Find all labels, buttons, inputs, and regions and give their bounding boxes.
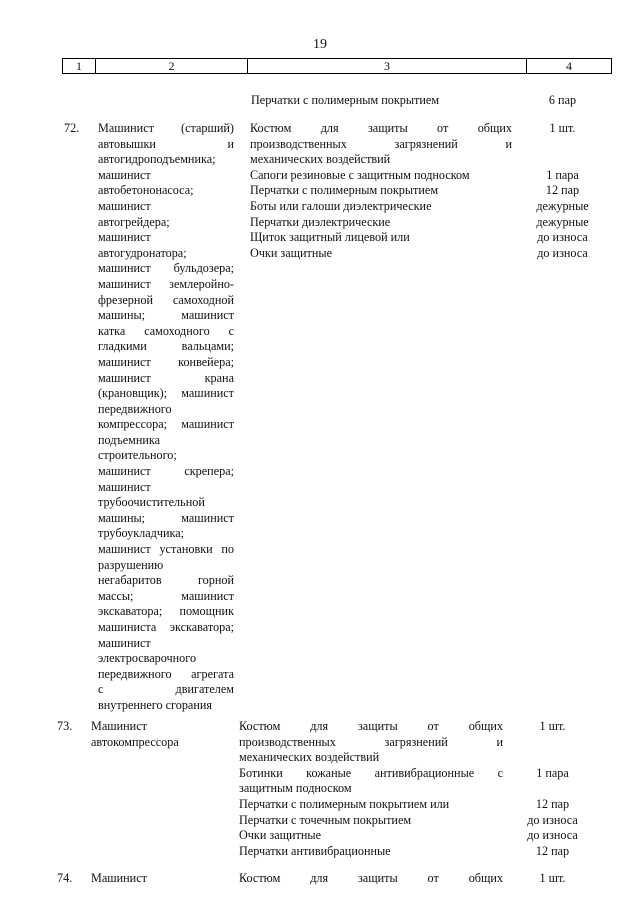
qty-line: дежурные	[536, 214, 589, 229]
entry-74-items	[239, 871, 503, 887]
profession-line: (крановщик); машинист	[98, 386, 234, 401]
entry-73-profession	[91, 719, 231, 750]
qty-line: 1 шт.	[539, 719, 566, 733]
profession-line: машинист крана	[98, 370, 234, 385]
profession-line: автогудронатора;	[98, 245, 187, 260]
qty-line: 12 пар	[535, 843, 570, 858]
qty-line: дежурные	[536, 198, 589, 213]
profession-line: Машинист	[91, 719, 147, 733]
profession-line: машинист	[98, 230, 151, 245]
item-line: Очки защитные	[239, 828, 321, 843]
item-line: Перчатки диэлектрические	[250, 214, 391, 229]
entry-74-qty	[515, 871, 590, 887]
profession-line: машинист	[98, 635, 151, 650]
profession-line: массы; машинист	[98, 588, 234, 603]
item-line: Перчатки с точечным покрытием	[239, 812, 412, 827]
qty-line: 12 пар	[535, 796, 570, 811]
continuation-item: Перчатки с полимерным покрытием	[251, 93, 440, 107]
profession-line: автокомпрессора	[91, 734, 179, 749]
profession-line: с двигателем	[98, 682, 234, 697]
item-line: Очки защитные	[250, 245, 332, 260]
item-line: Перчатки с полимерным покрытием	[250, 183, 439, 198]
profession-line: машинист	[98, 167, 151, 182]
entry-72-profession	[98, 121, 234, 714]
profession-line: экскаватора; помощник	[98, 604, 234, 619]
profession-line: автогидроподъемника;	[98, 152, 216, 167]
item-line: механических воздействий	[239, 750, 380, 765]
header-col-3: 3	[248, 59, 527, 73]
header-col-2: 2	[96, 59, 248, 73]
item-line: Сапоги резиновые с защитным подноском	[250, 167, 470, 182]
profession-line: машины; машинист	[98, 510, 234, 525]
qty-line: 1 шт.	[549, 121, 576, 135]
profession-line: внутреннего сгорания	[98, 697, 212, 712]
profession-line: машинист скрепера;	[98, 464, 234, 479]
profession-line: строительного;	[98, 448, 177, 463]
profession-line: катка самоходного с	[98, 323, 234, 338]
item-line: механических воздействий	[250, 152, 391, 167]
item-line: производственных загрязнений и	[239, 734, 503, 749]
qty-line: 1 пара	[536, 765, 569, 780]
profession-line: машиниста экскаватора;	[98, 620, 234, 634]
entry-73-items	[239, 719, 503, 859]
qty-line	[515, 735, 590, 751]
qty-line	[525, 152, 600, 168]
qty-line: до износа	[527, 812, 578, 827]
profession-line: машины; машинист	[98, 308, 234, 323]
item-line: Щиток защитный лицевой или	[250, 230, 410, 245]
item-line: Боты или галоши диэлектрические	[250, 198, 432, 213]
item-line: Перчатки с полимерным покрытием или	[239, 796, 450, 811]
profession-line: негабаритов горной	[98, 573, 234, 588]
profession-line: передвижного агрегата	[98, 666, 234, 681]
profession-line: передвижного	[98, 401, 172, 416]
qty-line	[515, 781, 590, 797]
item-line: Ботинки кожаные антивибрационные с	[239, 765, 503, 780]
profession-line: компрессора; машинист	[98, 417, 234, 432]
profession-line: машинист землеройно-	[98, 276, 234, 291]
profession-line: Машинист	[91, 871, 147, 885]
qty-line: 12 пар	[545, 183, 580, 198]
profession-line: машинист бульдозера;	[98, 261, 234, 276]
profession-line: машинист конвейера;	[98, 354, 234, 369]
item-line: производственных загрязнений и	[250, 136, 512, 151]
profession-line: гладкими вальцами;	[98, 339, 234, 354]
profession-line: машинист	[98, 479, 151, 494]
entry-number: 74.	[57, 871, 73, 885]
profession-line: Машинист (старший)	[98, 121, 234, 135]
entry-72-items	[250, 121, 512, 261]
qty-line: 1 шт.	[539, 871, 566, 885]
item-line: Костюм для защиты от общих	[239, 871, 503, 885]
item-line: Костюм для защиты от общих	[239, 719, 503, 733]
qty-line: 1 пара	[546, 167, 579, 182]
profession-line: автовышки и	[98, 136, 234, 151]
continuation-qty: 6 пар	[548, 93, 577, 107]
qty-line: до износа	[537, 245, 588, 260]
entry-72-qty	[525, 121, 600, 261]
profession-line: фрезерной самоходной	[98, 292, 234, 307]
table-header-row	[62, 58, 612, 74]
profession-line: автогрейдера;	[98, 214, 170, 229]
profession-line: электросварочного	[98, 651, 197, 666]
entry-number: 73.	[57, 719, 73, 733]
profession-line: автобетононасоса;	[98, 183, 194, 198]
profession-line: разрушению	[98, 557, 164, 572]
qty-line	[525, 137, 600, 153]
header-col-4: 4	[566, 59, 572, 73]
item-line: защитным подноском	[239, 781, 352, 796]
qty-line: до износа	[537, 230, 588, 245]
profession-line: трубоукладчика;	[98, 526, 185, 541]
header-col-1: 1	[63, 59, 96, 73]
entry-73-qty	[515, 719, 590, 859]
entry-74-profession	[91, 871, 231, 887]
item-line: Костюм для защиты от общих	[250, 121, 512, 135]
profession-line: машинист	[98, 198, 151, 213]
page-number: 19	[313, 37, 327, 52]
profession-line: подъемника	[98, 432, 161, 447]
entry-number: 72.	[64, 121, 80, 135]
qty-line	[515, 750, 590, 766]
profession-line: трубоочистительной	[98, 495, 205, 510]
item-line: Перчатки антивибрационные	[239, 843, 391, 858]
profession-line: машинист установки по	[98, 542, 234, 557]
qty-line: до износа	[527, 828, 578, 843]
